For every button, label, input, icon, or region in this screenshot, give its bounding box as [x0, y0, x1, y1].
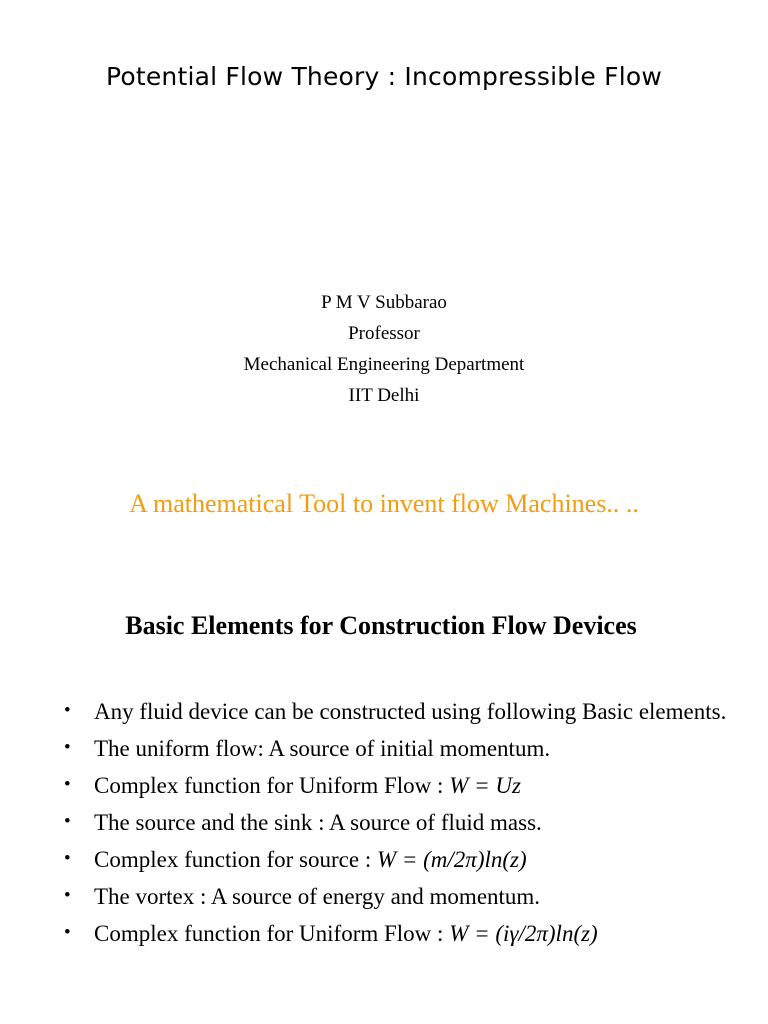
bullet-text: Any fluid device can be constructed using following Basic elements. [94, 699, 727, 724]
list-item [62, 845, 742, 874]
bullet-icon: • [64, 922, 71, 943]
bullet-formula: W = (m/2π)ln(z) [376, 847, 527, 872]
bullet-text: Complex function for Uniform Flow : [94, 921, 450, 946]
section-heading: Basic Elements for Construction Flow Devices [125, 611, 637, 640]
bullet-icon: • [64, 737, 71, 758]
slide-title: Potential Flow Theory : Incompressible Flow [105, 62, 663, 91]
bullet-list [62, 697, 742, 956]
bullet-formula: W = (iγ/2π)ln(z) [449, 921, 598, 946]
bullet-text: The source and the sink : A source of fluid mass. [94, 810, 542, 835]
author-name: P M V Subbarao [321, 292, 447, 313]
author-department: Mechanical Engineering Department [243, 354, 525, 375]
author-institute: IIT Delhi [348, 385, 420, 406]
bullet-icon: • [64, 774, 71, 795]
bullet-text: Complex function for Uniform Flow : [94, 773, 450, 798]
author-block [0, 287, 768, 411]
list-item [62, 697, 742, 726]
list-item [62, 882, 742, 911]
bullet-icon: • [64, 811, 71, 832]
bullet-icon: • [64, 885, 71, 906]
list-item [62, 808, 742, 837]
tagline: A mathematical Tool to invent flow Machines.. .. [129, 489, 639, 518]
list-item [62, 734, 742, 763]
list-item [62, 771, 742, 800]
bullet-text: The uniform flow: A source of initial momentum. [94, 736, 551, 761]
bullet-text: The vortex : A source of energy and momentum. [94, 884, 541, 909]
bullet-icon: • [64, 848, 71, 869]
bullet-formula: W = Uz [449, 773, 521, 798]
list-item [62, 919, 742, 948]
bullet-text: Complex function for source : [94, 847, 377, 872]
bullet-icon: • [64, 700, 71, 721]
author-position: Professor [348, 323, 420, 344]
